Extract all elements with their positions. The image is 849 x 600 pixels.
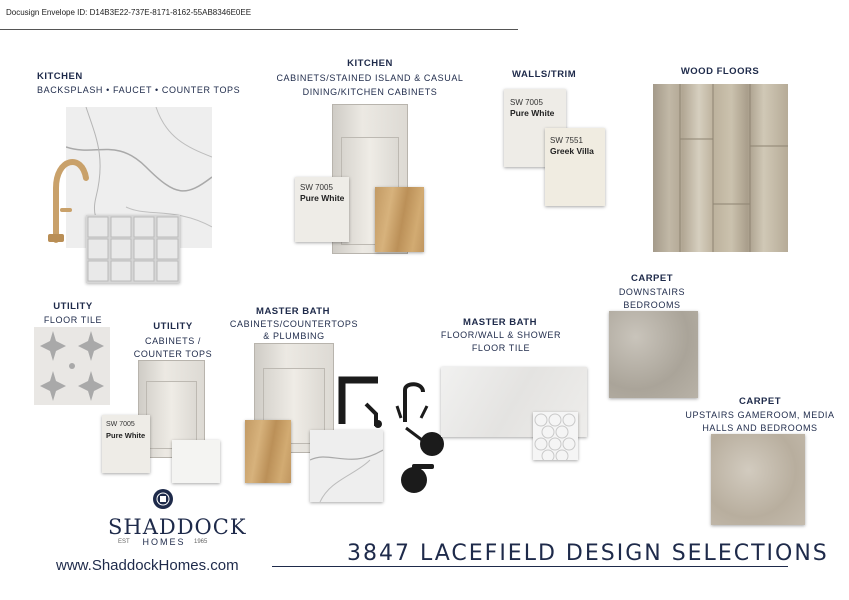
master-bath-hex-tile-sample [533,412,578,460]
kitchen-cabinets-subtitle-2: DINING/KITCHEN CABINETS [302,87,438,97]
star-pattern-icon [34,327,110,405]
logo-est: EST [118,539,130,545]
master-bath-tile-subtitle-1: FLOOR/WALL & SHOWER [440,330,562,340]
utility-countertop-sample [172,440,220,483]
utility-cabinets-heading: UTILITY [153,321,193,332]
utility-cabinets-subtitle-1: CABINETS / [144,336,201,346]
swatch-name: Pure White [510,108,555,118]
black-faucet-icon [362,400,390,428]
walls-swatch2-label [550,135,594,157]
envelope-id: Docusign Envelope ID: D14B3E22-737E-8171-8162-55AB8346E0EE [6,8,252,17]
website-link[interactable]: www.ShaddockHomes.com [56,557,239,574]
kitchen-cabinets-subtitle-1: CABINETS/STAINED ISLAND & CASUAL [276,73,464,83]
swatch-name: Pure White [106,431,146,440]
logo-year: 1965 [194,539,208,545]
carpet-upstairs-subtitle-1: UPSTAIRS GAMEROOM, MEDIA [685,410,835,420]
master-bath-tile-subtitle-2: FLOOR TILE [471,343,531,353]
kitchen-backsplash-tile [86,215,180,283]
title-underline [272,566,788,567]
kitchen-swatch-label [300,182,344,204]
utility-swatch-label [106,419,145,442]
header-divider [0,29,518,30]
carpet-upstairs-sample [711,434,805,525]
swatch-name: Greek Villa [550,146,594,156]
master-bath-countertop-sample [310,430,383,502]
black-shower-valve-icon [398,462,436,496]
swatch-name: Pure White [300,193,345,203]
walls-trim-heading: WALLS/TRIM [512,69,577,80]
kitchen-stained-wood-sample [375,187,424,252]
marble-veins-icon [310,430,383,502]
master-bath-stained-wood-sample [245,420,291,483]
utility-floor-subtitle: FLOOR TILE [43,315,103,325]
wood-floor-sample [653,84,788,252]
carpet-downstairs-sample [609,311,698,398]
wood-floors-heading: WOOD FLOORS [680,66,760,77]
master-bath-cabinets-heading: MASTER BATH [256,306,330,317]
swatch-code: SW 7005 [510,98,543,107]
carpet-upstairs-subtitle-2: HALLS AND BEDROOMS [702,423,818,433]
swatch-code: SW 7551 [550,136,583,145]
hex-tile-pattern-icon [533,412,578,460]
kitchen-backsplash-heading: KITCHEN [37,71,83,82]
carpet-downstairs-subtitle-2: BEDROOMS [623,300,681,310]
carpet-upstairs-heading: CARPET [738,396,782,407]
utility-floor-tile-sample [34,327,110,405]
logo-name: SHADDOCK [108,515,247,539]
utility-cabinets-subtitle-2: COUNTER TOPS [133,349,213,359]
utility-floor-heading: UTILITY [53,301,93,312]
logo-homes: HOMES [142,537,186,547]
cabinet-door-panel [146,381,197,449]
tile-grid-icon [86,215,180,283]
gold-faucet-icon [42,148,92,243]
master-bath-tile-heading: MASTER BATH [463,317,537,328]
page-title: 3847 LACEFIELD DESIGN SELECTIONS [347,541,829,566]
carpet-downstairs-heading: CARPET [630,273,674,284]
swatch-code: SW 7005 [106,421,135,428]
swatch-code: SW 7005 [300,183,333,192]
carpet-downstairs-subtitle-1: DOWNSTAIRS [618,287,686,297]
shaddock-crest-icon [151,486,175,514]
kitchen-backsplash-subtitle: BACKSPLASH • FAUCET • COUNTER TOPS [37,85,241,95]
black-sink-faucet-icon [393,380,433,424]
walls-swatch1-label [510,97,554,119]
kitchen-cabinets-heading: KITCHEN [347,58,393,69]
master-bath-cabinets-subtitle-2: & PLUMBING [263,331,325,341]
master-bath-cabinets-subtitle-1: CABINETS/COUNTERTOPS [229,319,359,329]
wood-plank-lines-icon [653,84,788,252]
